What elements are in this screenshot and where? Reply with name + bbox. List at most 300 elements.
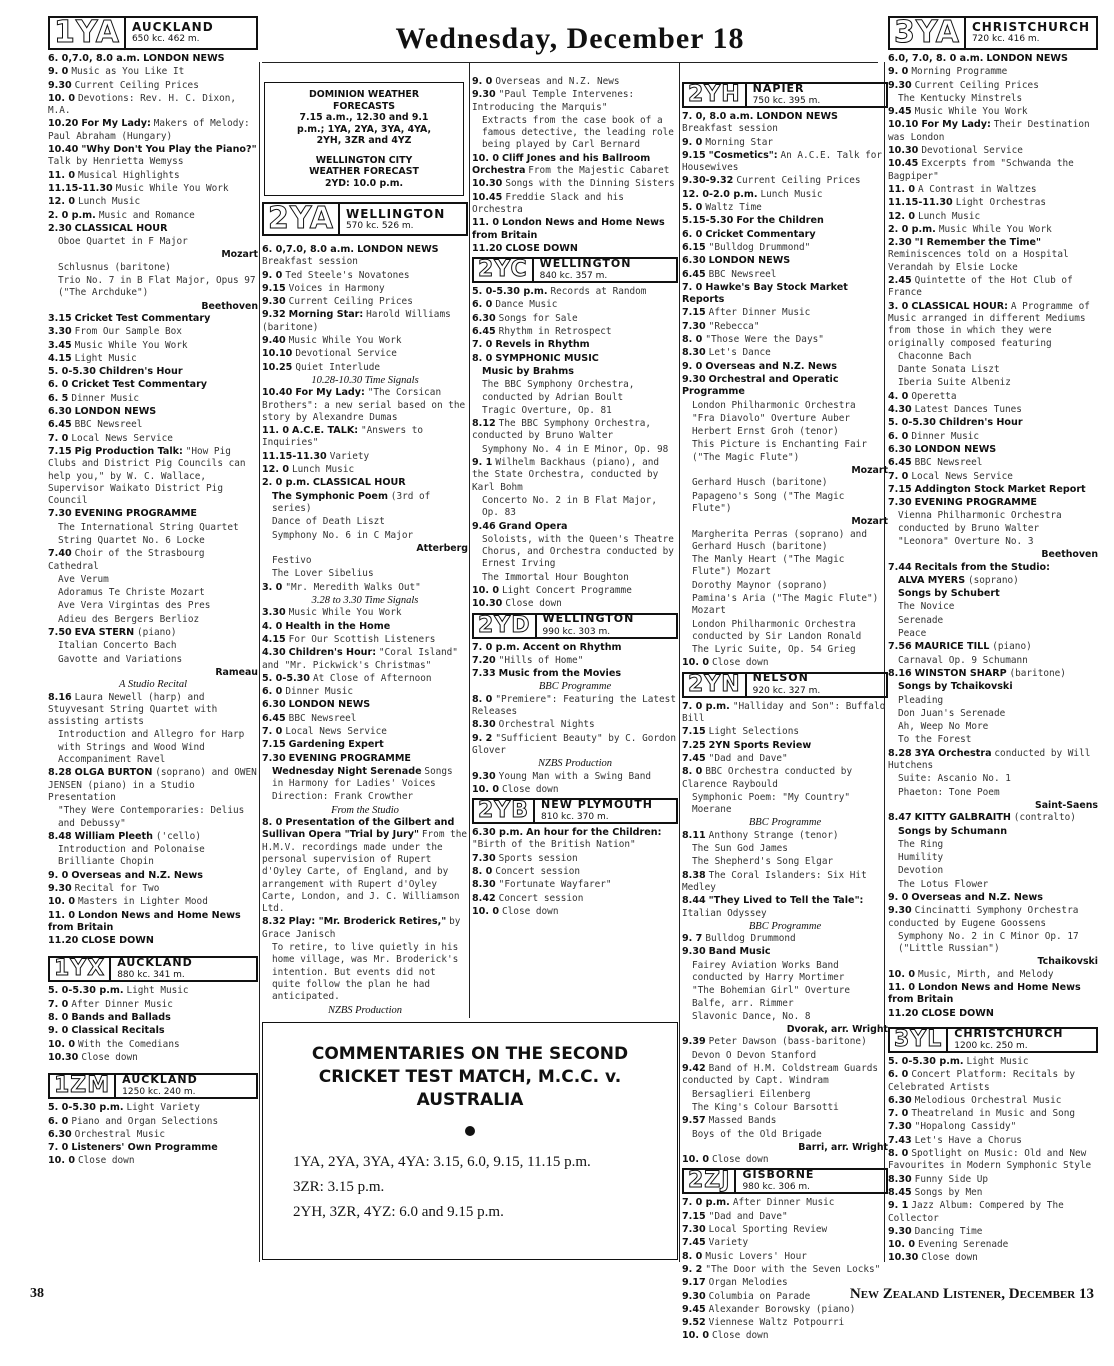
programme-entry [682, 593, 888, 618]
programme-entry [682, 933, 888, 945]
programme-entry [682, 361, 888, 373]
programme-time: 2. 0 p.m. [888, 223, 936, 235]
programme-entry [888, 969, 1098, 981]
programme-entry [888, 1121, 1098, 1133]
programme-time: 8.45 [888, 1186, 912, 1198]
programme-time: 11. 0 [48, 909, 76, 921]
programme-time: 6. 0 [262, 686, 283, 698]
programme-description: Trio No. 7 in B Flat Major, Opus 97 ("The Archduke") [58, 275, 256, 299]
programme-time: 8. 0 [682, 766, 703, 778]
programme-description: BBC Newsreel [708, 268, 777, 280]
production-credit: BBC Programme [538, 681, 612, 693]
programme-entry [888, 773, 1098, 785]
programme-time: 9.30 [48, 79, 72, 91]
programme-time: 6.30 [48, 406, 72, 418]
programme-time: 9. 7 [682, 933, 703, 945]
programme-description: Organ Melodies [708, 1277, 788, 1289]
programme-time: 11.15-11.30 [262, 450, 327, 462]
station-city: AUCKLAND [117, 956, 193, 970]
programme-entry [472, 572, 678, 584]
programme-entry [888, 275, 1098, 300]
programme-time: 7.33 [472, 668, 496, 680]
programme-entry [472, 694, 678, 719]
page-masthead: Wednesday, December 18 [395, 22, 745, 55]
programme-entry [48, 353, 258, 365]
programme-entry [472, 339, 678, 351]
programme-description: Symphonic Poem: "My Country" Moerane [692, 791, 851, 816]
programme-description: The Immortal Hour Boughton [482, 571, 629, 583]
programme-time: 6.30 [262, 699, 286, 711]
programme-time: 11. 0 [888, 183, 916, 195]
programme-description: Excerpts from "Schwanda the Bagpiper" [888, 158, 1074, 182]
programme-entry [262, 451, 468, 463]
programme-entry [262, 568, 468, 580]
programme-description: "Those Were the Days" [705, 334, 824, 346]
programme-time: 8. 0 [682, 1250, 703, 1262]
programme-description: Dance Music [495, 299, 558, 311]
station-logo: 1YX [50, 958, 111, 980]
programme-entry [472, 771, 678, 783]
programme-time: 8.30 [472, 879, 496, 891]
programme-entry [888, 364, 1098, 376]
column-4 [682, 80, 888, 1342]
programme-time: 2.30 [48, 222, 72, 234]
programme-entry [48, 729, 258, 766]
programme-entry [682, 255, 888, 267]
programme-title: ALVA MYERS [898, 574, 966, 586]
programme-title: CLOSE DOWN [505, 242, 578, 254]
station-city: GISBORNE [742, 1168, 815, 1182]
programme-description: Devotional Service [295, 348, 397, 360]
programme-entry [682, 334, 888, 346]
programme-time: 8.30 [888, 1173, 912, 1185]
programme-description: The Novice [898, 601, 955, 613]
programme-entry [48, 896, 258, 908]
programme-description: The Ring [898, 838, 944, 850]
programme-entry [888, 601, 1098, 613]
programme-time: 9.17 [682, 1277, 706, 1289]
programme-entry [888, 158, 1098, 183]
programme-description: Don Juan's Serenade [898, 707, 1006, 719]
programme-description: Lunch Music [760, 188, 823, 200]
programme-title: EVENING PROGRAMME [914, 497, 1037, 509]
programme-description: Close down [505, 598, 562, 610]
programme-entry [888, 668, 1098, 680]
programme-entry [888, 905, 1098, 930]
programme-time: 6. 0,7.0, 8.0 a.m. [262, 244, 355, 255]
programme-entry [48, 419, 258, 431]
programme-time: 2. 0 p.m. [48, 209, 96, 221]
commentary-line: 3ZR: 3.15 p.m. [293, 1179, 385, 1195]
programme-entry [48, 522, 258, 534]
programme-time: 10.30 [472, 598, 503, 610]
programme-description: Lunch Music [918, 210, 981, 222]
programme-title: "They Lived to Tell the Tale": [708, 895, 864, 907]
programme-entry [682, 1224, 888, 1236]
programme-title: Songs by Schumann [898, 825, 1008, 837]
programme-entry [262, 270, 468, 282]
programme-time: 11. 0 [888, 982, 916, 994]
programme-description: An A.C.E. Talk for Housewives [682, 149, 883, 174]
station-city: NELSON [752, 671, 809, 685]
programme-title: Revels in Rhythm [495, 339, 590, 351]
programme-entry [48, 210, 258, 222]
programme-entry [682, 1304, 888, 1316]
programme-description: "Mr. Meredith Walks Out" [285, 581, 421, 593]
programme-title: 2YN Sports Review [708, 739, 812, 751]
programme-list-2yn [682, 701, 888, 1167]
programme-title: SYMPHONIC MUSIC [495, 352, 599, 364]
programme-title: Classical Recitals [71, 1025, 165, 1037]
programme-entry [682, 215, 888, 227]
programme-time: 5.15-5.30 [682, 215, 734, 227]
programme-description: Fairey Aviation Works Band conducted by Harry Mortimer [692, 959, 845, 983]
programme-description: "How Pig Clubs and District Pig Councils can help you," by W. C. Wallace, Supervisor Waikato District Pig Council [48, 445, 246, 507]
programme-entry [888, 1056, 1098, 1068]
programme-entry [262, 555, 468, 567]
programme-time: 8. 0 [472, 866, 493, 878]
programme-description: Piano and Organ Selections [71, 1115, 219, 1127]
column-3 [472, 76, 678, 1018]
programme-time: 6.30 [888, 1094, 912, 1106]
programme-description: Humility [898, 852, 944, 864]
programme-description: From the H.M.V. recordings made under the personal supervision of Rupert d'Oyley Carte, of England, and by arrangement with Rupert d'Oyley Carte, London, and J. C. Williamson Ltd. [262, 829, 468, 915]
programme-title: Cricket Commentary [705, 228, 816, 240]
programme-description: Direction: Frank Crowther [272, 791, 414, 803]
programme-time: 10.40 [262, 387, 293, 399]
production-credit: 10.28-10.30 Time Signals [311, 374, 419, 386]
programme-description: Margherita Perras (soprano) and Gerhard Husch (baritone) [692, 528, 867, 552]
programme-description: Symphony No. 2 in C Minor Op. 17 ("Little Russian") [898, 930, 1079, 955]
weather-line: FORECASTS [332, 100, 396, 112]
programme-entry [888, 865, 1098, 877]
programme-entry [48, 275, 258, 300]
programme-description: BBC Newsreel [288, 712, 357, 724]
programme-entry [472, 853, 678, 865]
programme-time: 8.16 [48, 691, 72, 703]
station-city: WELLINGTON [345, 207, 446, 221]
programme-time: 8. 0 [472, 352, 493, 364]
programme-description: Musical Highlights [78, 169, 180, 181]
programme-entry [48, 93, 258, 118]
programme-description: Their Destination was London [888, 119, 1090, 143]
programme-entry [682, 202, 888, 214]
programme-description: Recital for Two [74, 883, 160, 894]
programme-entry [888, 1069, 1098, 1094]
programme-time: 10. 0 [472, 584, 500, 596]
programme-entry [682, 1115, 888, 1127]
programme-entry [48, 366, 258, 378]
programme-time: 9.39 [682, 1036, 706, 1048]
composer-credit: Atterberg [416, 542, 468, 554]
programme-description: Band of H.M. Coldstream Guards conducted by Capt. Windram [682, 1063, 878, 1087]
programme-description: Light Orchestras [955, 197, 1046, 209]
commentary-heading: COMMENTARIES ON THE SECOND [311, 1044, 629, 1064]
station-city: WELLINGTON [539, 256, 632, 270]
programme-description: Music Lovers' Hour [705, 1250, 807, 1262]
programme-entry [262, 621, 468, 633]
programme-entry [262, 673, 468, 685]
station-logo: 3YA [890, 18, 966, 48]
station-header-3ya [888, 16, 1098, 50]
programme-description: Ted Steele's Novatones [285, 269, 410, 281]
programme-title: "Cosmetics": [708, 149, 778, 161]
programme-title: EVENING PROGRAMME [288, 752, 411, 764]
programme-entry [888, 431, 1098, 443]
programme-entry [888, 734, 1098, 746]
programme-time: 10.20 [48, 118, 79, 130]
programme-time: 10. 0 [472, 905, 500, 917]
programme-description: "The Door with the Seven Locks" [705, 1263, 881, 1275]
programme-time: 7.15 [888, 483, 912, 495]
programme-description: Current Ceiling Prices [288, 296, 413, 308]
programme-time: 7.50 [48, 627, 72, 639]
station-logo: 3YL [890, 1029, 948, 1051]
programme-time: 5. 0-5.30 p.m. [48, 1102, 124, 1114]
programme-entry [262, 739, 468, 751]
programme-entry [888, 53, 1098, 65]
programme-description: Orchestral Nights [498, 719, 595, 731]
programme-time: 7.30 [262, 752, 286, 764]
programme-description: Papageno's Song ("The Magic Flute") [692, 490, 845, 514]
programme-time: 9. 0 [888, 66, 909, 78]
programme-description: Anthony Strange (tenor) [708, 829, 839, 841]
programme-title: Overseas and N.Z. News [911, 892, 1043, 903]
programme-entry [888, 184, 1098, 196]
programme-entry [888, 211, 1098, 223]
programme-time: 9.45 [888, 106, 912, 118]
programme-entry [472, 192, 678, 217]
programme-entry [48, 262, 258, 274]
programme-entry [48, 1102, 258, 1114]
programme-entry [472, 719, 678, 731]
programme-description: From the Majestic Cabaret [528, 165, 670, 177]
programme-time: 6.45 [888, 457, 912, 469]
programme-time: 6.15 [682, 241, 706, 253]
programme-entry [888, 1239, 1098, 1251]
programme-entry [888, 536, 1098, 548]
programme-entry [48, 1155, 258, 1167]
programme-entry [888, 471, 1098, 483]
programme-time: 9. 0 [262, 269, 283, 281]
programme-entry [48, 66, 258, 78]
station-city: AUCKLAND [131, 19, 214, 34]
programme-description: Close down [921, 1252, 978, 1264]
programme-time: 10.25 [262, 361, 293, 373]
programme-entry [888, 93, 1098, 105]
programme-entry [472, 418, 678, 443]
programme-entry [682, 1211, 888, 1223]
programme-description: Columbia on Parade [708, 1290, 811, 1302]
programme-title: EVENING PROGRAMME [74, 508, 197, 520]
programme-title: CLOSE DOWN [81, 935, 154, 947]
programme-title: Songs by Tchaikovski [898, 681, 1013, 693]
programme-time: 4. 0 [262, 620, 283, 632]
programme-time: 9.30 [262, 296, 286, 308]
programme-description: Light Music [966, 1055, 1029, 1067]
programme-entry [472, 642, 678, 654]
programme-entry [682, 491, 888, 516]
programme-entry [888, 982, 1098, 1007]
programme-title: Orchestral and Operatic Programme [682, 373, 839, 398]
programme-title: Children's Hour [939, 417, 1023, 429]
programme-time: 12. 0 [48, 196, 76, 208]
programme-time: 7.30 [48, 508, 72, 520]
programme-entry [48, 183, 258, 195]
programme-title: LONDON NEWS [756, 111, 838, 122]
programme-time: 4.30 [262, 647, 286, 659]
programme-entry [472, 217, 678, 242]
programme-entry [888, 1187, 1098, 1199]
programme-entry [262, 817, 468, 915]
programme-description: To the Forest [898, 734, 972, 746]
programme-entry [262, 530, 468, 542]
programme-description: Let's Dance [708, 347, 771, 359]
programme-title: Play: "Mr. Broderick Retires," [288, 916, 447, 928]
programme-entry [888, 641, 1098, 653]
programme-description: Gerhard Husch (baritone) [692, 477, 828, 489]
programme-time: 8.16 [888, 667, 912, 679]
programme-description: Wilhelm Backhaus (piano), and the State Orchestra, conducted by Karl Bohm [472, 457, 660, 493]
programme-title: Presentation of the Gilbert and Sullivan Opera "Trial by Jury" [262, 817, 455, 841]
programme-description: Morning Star [705, 136, 774, 148]
programme-time: 12. 0 [888, 210, 916, 222]
programme-title: Morning Star: [288, 309, 364, 321]
programme-description: The Coral Islanders: Six Hit Medley [682, 869, 867, 893]
programme-time: 6.0, 7.0, 8. 0 a.m. [888, 53, 984, 64]
programme-entry [682, 282, 888, 307]
programme-description: "Dad and Dave" [708, 752, 788, 764]
column-5 [888, 14, 1098, 1284]
programme-description: Close down [712, 1154, 769, 1166]
programme-entry [888, 655, 1098, 667]
programme-entry [682, 740, 888, 752]
programme-entry [262, 491, 468, 516]
programme-time: 7. 0 [262, 725, 283, 737]
programme-description: (contralto) [1013, 812, 1076, 824]
programme-description: Music While You Work [115, 182, 229, 194]
programme-time: 10. 0 [682, 657, 710, 669]
cricket-commentary-box [262, 1022, 678, 1260]
composer-credit: Barri, arr. Wright [798, 1141, 888, 1153]
programme-description: Songs in Harmony for Ladies' Voices [272, 765, 453, 790]
programme-entry [48, 831, 258, 843]
programme-entry [48, 883, 258, 895]
programme-entry [262, 942, 468, 1003]
programme-description: "Hopalong Cassidy" [914, 1121, 1017, 1133]
programme-time: 9. 1 [472, 457, 493, 469]
programme-entry [888, 562, 1098, 574]
programme-entry [472, 379, 678, 404]
programme-time: 10. 0 [48, 92, 76, 104]
programme-time: 7.20 [472, 654, 496, 666]
programme-description: A Contrast in Waltzes [918, 183, 1037, 195]
programme-list-2ya [262, 244, 468, 1017]
programme-time: 8.38 [682, 869, 706, 881]
programme-list-1ya [48, 53, 258, 947]
programme-entry [888, 66, 1098, 78]
programme-entry [472, 784, 678, 796]
programme-description: Rhythm in Retrospect [498, 326, 612, 338]
programme-entry [472, 115, 678, 152]
station-header-2yb [472, 798, 678, 824]
programme-description: Pamina's Aria ("The Magic Flute") Mozart [692, 592, 879, 617]
programme-entry [472, 178, 678, 190]
programme-entry [682, 413, 888, 425]
programme-entry [682, 175, 888, 187]
programme-entry [888, 879, 1098, 891]
programme-title: Songs by Schubert [898, 588, 1000, 600]
programme-title: Band Music [708, 946, 771, 958]
programme-description: A Programme of Music arranged in different Mediums from those in which they were originally composed featuring [888, 300, 1090, 349]
programme-description: Local News Service [285, 725, 387, 737]
programme-entry [682, 960, 888, 985]
programme-time: 8.47 [888, 812, 912, 824]
programme-time: 7.30 [888, 1121, 912, 1133]
programme-description: The Manly Heart ("The Magic Flute") Mozart [692, 554, 845, 578]
programme-description: Concert Platform: Recitals by Celebrated Artists [888, 1069, 1076, 1093]
programme-entry [472, 906, 678, 918]
station-header-2yh [682, 82, 888, 108]
programme-entry [682, 946, 888, 958]
programme-description: For Our Scottish Listeners [288, 633, 436, 645]
weather-line: DOMINION WEATHER [308, 89, 420, 100]
programme-entry [48, 805, 258, 830]
production-credit: NZBS Production [328, 1004, 402, 1016]
programme-description: Massed Bands [708, 1115, 777, 1127]
programme-entry [472, 286, 678, 298]
programme-time: 9.32 [262, 309, 286, 321]
programme-time: 11. 0 [48, 169, 76, 181]
programme-description: The Kentucky Minstrels [898, 92, 1023, 104]
station-frequency: 990 kc. 303 m. [542, 626, 611, 637]
programme-time: 9.30 [682, 373, 706, 385]
programme-time: 8. 0 [48, 1012, 69, 1024]
programme-entry [48, 1142, 258, 1154]
programme-entry [888, 892, 1098, 904]
programme-time: 7.15 [48, 445, 72, 457]
programme-description: BBC Newsreel [74, 419, 143, 431]
station-city: AUCKLAND [122, 1072, 198, 1086]
programme-description: Devotional Service [921, 145, 1023, 157]
programme-description: Makers of Melody: Paul Abraham (Hungary) [48, 118, 250, 142]
programme-entry [472, 243, 678, 255]
programme-time: 5. 0-5.30 p.m. [472, 286, 548, 298]
programme-description: Quintette of the Hot Club of France [888, 275, 1073, 299]
programme-entry [888, 852, 1098, 864]
programme-time: 8.30 [472, 719, 496, 731]
programme-entry [48, 574, 258, 586]
programme-entry [262, 916, 468, 941]
station-logo: 2ZJ [684, 1170, 736, 1192]
programme-description: Talk by Henrietta Wemyss [48, 156, 184, 168]
programme-description: Funny Side Up [914, 1173, 989, 1185]
station-header-2ya [262, 202, 468, 236]
programme-entry [48, 692, 258, 729]
programme-title: Music from the Movies [498, 668, 622, 680]
programme-description: (soprano) and OWEN JENSEN (piano) in a Studio Presentation [48, 767, 257, 803]
programme-entry [888, 145, 1098, 157]
programme-title: Bands and Ballads [71, 1012, 171, 1024]
programme-time: 9.30 [48, 883, 72, 894]
programme-entry [472, 353, 678, 365]
station-header-2yn [682, 672, 888, 698]
programme-description: Gavotte and Variations [58, 653, 183, 665]
programme-time: 6.30 p.m. [472, 827, 524, 839]
programme-title: An hour for the Children: [526, 827, 662, 839]
programme-time: 3.30 [262, 607, 286, 619]
programme-title: MAURICE TILL [914, 641, 990, 653]
